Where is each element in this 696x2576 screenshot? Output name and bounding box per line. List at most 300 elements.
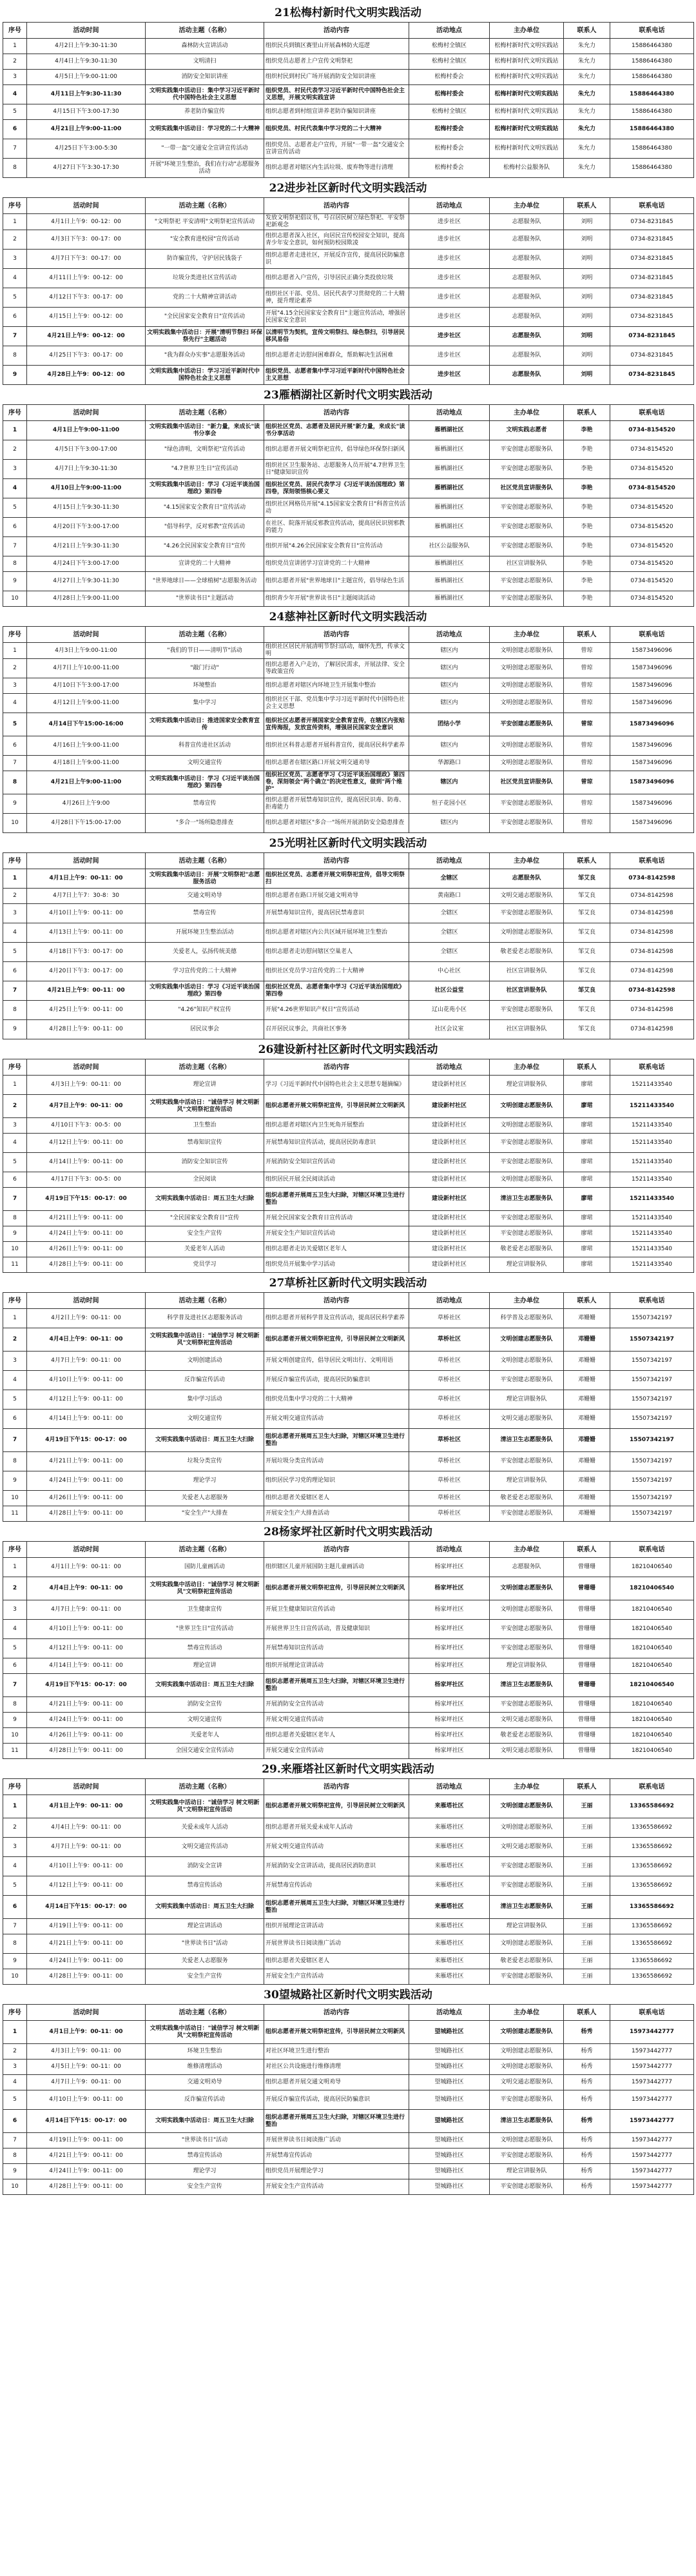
seq-cell: 1 (3, 39, 27, 54)
header-theme: 活动主题（名称） (146, 627, 264, 643)
theme-cell: "全民国家安全教育日"宣传活动 (146, 308, 264, 327)
theme-cell: 文明实践集中活动日：推进国家安全教育宣传 (146, 713, 264, 736)
time-cell: 4月19日下午15：00-17：00 (27, 1429, 146, 1452)
table-row (3, 2179, 694, 2195)
content-cell: 组织社区居民开展清明节祭扫活动，缅怀先烈，传承文明 (264, 643, 409, 659)
table-row (3, 214, 694, 230)
organizer-cell: 平安创建志愿服务队 (490, 1506, 564, 1522)
organizer-cell: 文明创建志愿服务队 (490, 923, 564, 943)
location-cell: 来雁塔社区 (409, 1876, 490, 1896)
section-25 (0, 833, 696, 1039)
content-cell: 开展安全生产宣传活动 (264, 1969, 409, 1985)
seq-cell: 11 (3, 1257, 27, 1273)
theme-cell: 消防安全知识宣传 (146, 1153, 264, 1172)
theme-cell: 反诈骗宣传活动 (146, 2090, 264, 2110)
contact-cell: 杨秀 (564, 2133, 610, 2148)
time-cell: 4月28日上午9：00-11：00 (27, 2179, 146, 2195)
location-cell: 进步社区 (409, 214, 490, 230)
contact-cell: 邓姗姗 (564, 1309, 610, 1328)
contact-cell: 曾珊珊 (564, 1744, 610, 1759)
theme-cell: 垃圾分类宣传 (146, 1452, 264, 1471)
content-cell: 组织社区科普志愿者开展科普宣传，提高居民科学素养 (264, 736, 409, 756)
location-cell: 来雁塔社区 (409, 1969, 490, 1985)
header-theme: 活动主题（名称） (146, 405, 264, 421)
organizer-cell: 清洁卫生志愿服务队 (490, 1674, 564, 1697)
phone-cell: 0734-8154520 (610, 572, 694, 591)
location-cell: 辽山花苑小区 (409, 1001, 490, 1020)
contact-cell: 朱允力 (564, 54, 610, 70)
content-cell: 组织志愿者走访慰问困难群众，帮助解决生活困难 (264, 346, 409, 366)
phone-cell: 15886464380 (610, 85, 694, 104)
phone-cell: 15973442777 (610, 2044, 694, 2060)
location-cell: 松梅村委会 (409, 85, 490, 104)
contact-cell: 刘明 (564, 250, 610, 269)
theme-cell: 开展环境卫生整治活动 (146, 923, 264, 943)
table-row (3, 1577, 694, 1600)
theme-cell: 禁毒宣传活动 (146, 2148, 264, 2164)
table-row (3, 794, 694, 814)
content-cell: 开展安全生产知识宣传活动 (264, 1226, 409, 1242)
activity-table (3, 2004, 694, 2195)
location-cell: 松梅村委会 (409, 70, 490, 85)
location-cell: 进步社区 (409, 288, 490, 308)
organizer-cell: 志愿服务队 (490, 346, 564, 366)
contact-cell: 曾珊珊 (564, 1674, 610, 1697)
content-cell: 组织青少年开展"世界读书日"主题阅读活动 (264, 591, 409, 607)
contact-cell: 李艳 (564, 498, 610, 518)
table-row (3, 1118, 694, 1134)
time-cell: 4月3日上午9：00-11：00 (27, 2044, 146, 2060)
contact-cell: 李艳 (564, 572, 610, 591)
location-cell: 望城路社区 (409, 2060, 490, 2075)
location-cell: 草桥社区 (409, 1309, 490, 1328)
organizer-cell: 志愿服务队 (490, 288, 564, 308)
phone-cell: 15973442777 (610, 2021, 694, 2044)
phone-cell: 15886464380 (610, 54, 694, 70)
content-cell: 对社区公共设施进行维修清理 (264, 2060, 409, 2075)
time-cell: 4月21日上午9：00-11：00 (27, 981, 146, 1001)
phone-cell: 15973442777 (610, 2110, 694, 2133)
theme-cell: 文明实践集中活动日：学习习近平新时代中国特色社会主义思想 (146, 366, 264, 385)
phone-cell: 0734-8154520 (610, 460, 694, 479)
theme-cell: 交通文明劝导 (146, 2075, 264, 2090)
table-row (3, 2021, 694, 2044)
content-cell: 组织社区卫生服务站、志愿服务人员开展"4.7世界卫生日"健康知识宣传 (264, 460, 409, 479)
contact-cell: 廖珺 (564, 1242, 610, 1257)
organizer-cell: 平安创建志愿服务队 (490, 2179, 564, 2195)
seq-cell: 7 (3, 1429, 27, 1452)
time-cell: 4月18日下午3：00-17：00 (27, 943, 146, 962)
location-cell: 松梅村全镇区 (409, 104, 490, 120)
location-cell: 进步社区 (409, 366, 490, 385)
contact-cell: 曾琼 (564, 694, 610, 713)
table-row (3, 814, 694, 833)
header-phone: 联系电话 (610, 1059, 694, 1076)
time-cell: 4月7日上午10:00-11:00 (27, 659, 146, 678)
seq-cell: 8 (3, 1697, 27, 1713)
activity-table (3, 1292, 694, 1522)
phone-cell: 15886464380 (610, 139, 694, 159)
theme-cell: 关爱老人志愿服务 (146, 1491, 264, 1506)
phone-cell: 15211433540 (610, 1188, 694, 1211)
location-cell: 社区公益服务队 (409, 537, 490, 556)
location-cell: 雁栖湖社区 (409, 421, 490, 440)
location-cell: 松梅村委会 (409, 139, 490, 159)
theme-cell: 文明交通宣传 (146, 1410, 264, 1429)
organizer-cell: 平安创建志愿服务队 (490, 814, 564, 833)
location-cell: 草桥社区 (409, 1452, 490, 1471)
location-cell: 雁栖湖社区 (409, 572, 490, 591)
table-row (3, 1639, 694, 1658)
phone-cell: 15973442777 (610, 2090, 694, 2110)
table-row (3, 943, 694, 962)
content-cell: 组织党员、志愿者集中学习习近平新时代中国特色社会主义思想 (264, 366, 409, 385)
organizer-cell: 文明实践志愿者 (490, 421, 564, 440)
phone-cell: 0734-8142598 (610, 943, 694, 962)
organizer-cell: 文明交通志愿服务队 (490, 1410, 564, 1429)
activity-table (3, 404, 694, 607)
phone-cell: 0734-8154520 (610, 591, 694, 607)
table-row (3, 1095, 694, 1118)
header-seq: 序号 (3, 627, 27, 643)
location-cell: 杨家坪社区 (409, 1558, 490, 1577)
table-row (3, 1309, 694, 1328)
content-cell: 开展禁毒知识宣传活动 (264, 1639, 409, 1658)
location-cell: 望城路社区 (409, 2090, 490, 2110)
location-cell: 来雁塔社区 (409, 1857, 490, 1876)
time-cell: 4月24日上午9：00-11：00 (27, 2164, 146, 2179)
contact-cell: 李艳 (564, 440, 610, 460)
header-contact: 联系人 (564, 198, 610, 214)
header-time: 活动时间 (27, 2005, 146, 2021)
time-cell: 4月28日上午9：00-11：00 (27, 1020, 146, 1039)
seq-cell: 5 (3, 498, 27, 518)
table-row (3, 556, 694, 572)
time-cell: 4月21日上午9:00-11:00 (27, 120, 146, 139)
seq-cell: 5 (3, 288, 27, 308)
time-cell: 4月1日上午9：00-11：00 (27, 1795, 146, 1818)
time-cell: 4月7日上午9：00-11：00 (27, 1095, 146, 1118)
section-title: 26建设新村社区新时代文明实践活动 (258, 1043, 438, 1056)
theme-cell: 文明实践集中活动日：学习党的二十大精神 (146, 120, 264, 139)
header-content: 活动内容 (264, 1293, 409, 1309)
phone-cell: 15507342197 (610, 1452, 694, 1471)
phone-cell: 15873496096 (610, 794, 694, 814)
contact-cell: 曾琼 (564, 756, 610, 771)
contact-cell: 杨秀 (564, 2044, 610, 2060)
content-cell: 组织村民到村民广场开展消防安全知识讲座 (264, 70, 409, 85)
theme-cell: 反诈骗宣传活动 (146, 1371, 264, 1390)
theme-cell: 文明实践集中活动日："诚信学习 树文明新风"文明祭祀宣传活动 (146, 1328, 264, 1352)
organizer-cell: 平安创建志愿服务队 (490, 1969, 564, 1985)
content-cell: 组织志愿者到村组宣讲养老防诈骗知识讲座 (264, 104, 409, 120)
organizer-cell: 理论宣讲服务队 (490, 1257, 564, 1273)
seq-cell: 9 (3, 366, 27, 385)
theme-cell: 居民议事会 (146, 1020, 264, 1039)
phone-cell: 0734-8154520 (610, 479, 694, 498)
theme-cell: 卫生整治 (146, 1118, 264, 1134)
time-cell: 4月25日上午9：00-11：00 (27, 1001, 146, 1020)
seq-cell: 9 (3, 794, 27, 814)
organizer-cell: 社区宣讲服务队 (490, 1020, 564, 1039)
organizer-cell: 理论宣讲服务队 (490, 1471, 564, 1491)
header-organizer: 主办单位 (490, 853, 564, 869)
theme-cell: 消防安全宣传 (146, 1697, 264, 1713)
content-cell: 组织志愿者关爱辖区老人 (264, 1491, 409, 1506)
seq-cell: 8 (3, 1452, 27, 1471)
location-cell: 辖区内 (409, 659, 490, 678)
table-row (3, 2148, 694, 2164)
organizer-cell: 清洁卫生志愿服务队 (490, 1188, 564, 1211)
phone-cell: 0734-8154520 (610, 498, 694, 518)
contact-cell: 朱允力 (564, 70, 610, 85)
seq-cell: 4 (3, 1857, 27, 1876)
header-content: 活动内容 (264, 23, 409, 39)
section-23 (0, 385, 696, 607)
section-title: 27草桥社区新时代文明实践活动 (269, 1277, 427, 1290)
contact-cell: 朱允力 (564, 159, 610, 178)
phone-cell: 0734-8142598 (610, 962, 694, 981)
content-cell: 组织志愿者开展周五卫生大扫除，对辖区环境卫生进行整治 (264, 2110, 409, 2133)
location-cell: 杨家坪社区 (409, 1728, 490, 1744)
location-cell: 杨家坪社区 (409, 1674, 490, 1697)
theme-cell: 防诈骗宣传，守护居民钱袋子 (146, 250, 264, 269)
table-row (3, 250, 694, 269)
theme-cell: 文明实践集中活动日：周五卫生大扫除 (146, 1188, 264, 1211)
theme-cell: 文明实践集中活动日：周五卫生大扫除 (146, 1429, 264, 1452)
content-cell: 组织志愿者开展科学普及宣传活动，提高居民科学素养 (264, 1309, 409, 1328)
table-row (3, 1226, 694, 1242)
seq-cell: 7 (3, 756, 27, 771)
location-cell: 社区会议室 (409, 1020, 490, 1039)
time-cell: 4月10日上午9：00-11：00 (27, 1620, 146, 1639)
theme-cell: 开展"环境卫生整治，我们在行动"志愿服务活动 (146, 159, 264, 178)
organizer-cell: 文明创建志愿服务队 (490, 1352, 564, 1371)
theme-cell: 理论宣讲 (146, 1658, 264, 1674)
time-cell: 4月1日上午9：00-11：00 (27, 1558, 146, 1577)
section-21 (0, 3, 696, 178)
table-header-row (3, 1059, 694, 1076)
organizer-cell: 文明创建志愿服务队 (490, 678, 564, 694)
seq-cell: 10 (3, 814, 27, 833)
seq-cell: 7 (3, 981, 27, 1001)
theme-cell: 安全生产宣传 (146, 1969, 264, 1985)
theme-cell: "全民国家安全教育日"宣传 (146, 1211, 264, 1226)
header-contact: 联系人 (564, 1293, 610, 1309)
time-cell: 4月2日上午9:30-11:30 (27, 39, 146, 54)
seq-cell: 9 (3, 1020, 27, 1039)
location-cell: 恒子花园小区 (409, 794, 490, 814)
time-cell: 4月12日下午3：00-17：00 (27, 288, 146, 308)
location-cell: 草桥社区 (409, 1471, 490, 1491)
table-row (3, 1857, 694, 1876)
phone-cell: 0734-8231845 (610, 288, 694, 308)
contact-cell: 廖珺 (564, 1134, 610, 1153)
seq-cell: 8 (3, 771, 27, 794)
table-header-row (3, 405, 694, 421)
time-cell: 4月5日上午9：00-11：00 (27, 2060, 146, 2075)
time-cell: 4月14日下午15：00-17：00 (27, 1896, 146, 1919)
phone-cell: 13365586692 (610, 1919, 694, 1934)
phone-cell: 13365586692 (610, 1838, 694, 1857)
header-organizer: 主办单位 (490, 2005, 564, 2021)
theme-cell: 科普宣传进社区活动 (146, 736, 264, 756)
phone-cell: 15211433540 (610, 1095, 694, 1118)
time-cell: 4月28日上午9：00-11：00 (27, 1744, 146, 1759)
contact-cell: 曾琼 (564, 659, 610, 678)
organizer-cell: 文明创建志愿服务队 (490, 1118, 564, 1134)
content-cell: 组织志愿者入户宣传，引导居民正确分类投放垃圾 (264, 269, 409, 288)
table-row (3, 104, 694, 120)
seq-cell: 5 (3, 1639, 27, 1658)
time-cell: 4月21日上午9:30-11:30 (27, 537, 146, 556)
time-cell: 4月3日下午3：00-17：00 (27, 230, 146, 250)
location-cell: 来雁塔社区 (409, 1838, 490, 1857)
content-cell: 组织志愿者开展文明祭祀宣传，引导居民树立文明新风 (264, 1577, 409, 1600)
location-cell: 华源路口 (409, 756, 490, 771)
organizer-cell: 平安创建志愿服务队 (490, 1697, 564, 1713)
phone-cell: 0734-8154520 (610, 556, 694, 572)
time-cell: 4月24日上午9：00-11：00 (27, 1226, 146, 1242)
organizer-cell: 平安创建志愿服务队 (490, 794, 564, 814)
section-title: 30望城路社区新时代文明实践活动 (264, 1989, 432, 2001)
table-row (3, 479, 694, 498)
time-cell: 4月10日上午9：00-11：00 (27, 1857, 146, 1876)
content-cell: 组织志愿者开展"世界地球日"主题宣传，倡导绿色生活 (264, 572, 409, 591)
seq-cell: 2 (3, 1095, 27, 1118)
seq-cell: 1 (3, 214, 27, 230)
contact-cell: 杨秀 (564, 2021, 610, 2044)
header-location: 活动地点 (409, 405, 490, 421)
organizer-cell: 理论宣讲服务队 (490, 2164, 564, 2179)
contact-cell: 王丽 (564, 1795, 610, 1818)
time-cell: 4月21日上午9：00-12：00 (27, 327, 146, 346)
header-organizer: 主办单位 (490, 1779, 564, 1795)
contact-cell: 廖珺 (564, 1095, 610, 1118)
content-cell: 开展禁毒知识宣传活动，提高居民防毒意识 (264, 1134, 409, 1153)
time-cell: 4月4日上午9：00-11：00 (27, 1577, 146, 1600)
seq-cell: 7 (3, 1188, 27, 1211)
phone-cell: 0734-8142598 (610, 889, 694, 904)
time-cell: 4月21日上午9：00-11：00 (27, 1697, 146, 1713)
time-cell: 4月2日上午9：00-11：00 (27, 1309, 146, 1328)
header-theme: 活动主题（名称） (146, 1059, 264, 1076)
time-cell: 4月10日下午3:00-17:00 (27, 678, 146, 694)
organizer-cell: 平安创建志愿服务队 (490, 1452, 564, 1471)
header-seq: 序号 (3, 405, 27, 421)
table-row (3, 159, 694, 178)
seq-cell: 7 (3, 1674, 27, 1697)
time-cell: 4月4日上午9：00-11：00 (27, 1328, 146, 1352)
location-cell: 草桥社区 (409, 1429, 490, 1452)
organizer-cell: 松梅村公益服务队 (490, 159, 564, 178)
table-row (3, 1410, 694, 1429)
header-organizer: 主办单位 (490, 198, 564, 214)
seq-cell: 9 (3, 1713, 27, 1728)
time-cell: 4月10日上午9：00-11：00 (27, 2090, 146, 2110)
seq-cell: 10 (3, 1242, 27, 1257)
time-cell: 4月26日上午9:00 (27, 794, 146, 814)
header-theme: 活动主题（名称） (146, 1542, 264, 1558)
time-cell: 4月21日上午9：00-11：00 (27, 1211, 146, 1226)
table-header-row (3, 1542, 694, 1558)
contact-cell: 邓姗姗 (564, 1506, 610, 1522)
theme-cell: 安全生产宣传 (146, 2179, 264, 2195)
organizer-cell: 平安创建志愿服务队 (490, 1371, 564, 1390)
header-time: 活动时间 (27, 198, 146, 214)
table-row (3, 366, 694, 385)
theme-cell: 文明实践集中活动日：周五卫生大扫除 (146, 1896, 264, 1919)
organizer-cell: 文明创建志愿服务队 (490, 694, 564, 713)
seq-cell: 5 (3, 104, 27, 120)
time-cell: 4月1日上午9：00-11：00 (27, 2021, 146, 2044)
time-cell: 4月1日上午9：00-11：00 (27, 869, 146, 889)
phone-cell: 15873496096 (610, 659, 694, 678)
phone-cell: 15886464380 (610, 120, 694, 139)
organizer-cell: 志愿服务队 (490, 230, 564, 250)
phone-cell: 13365586692 (610, 1934, 694, 1954)
content-cell: 组织开展理论宣讲活动 (264, 1919, 409, 1934)
phone-cell: 0734-8231845 (610, 308, 694, 327)
content-cell: 开展文明交通宣传活动 (264, 1838, 409, 1857)
contact-cell: 曾琼 (564, 736, 610, 756)
content-cell: 对社区环境卫生进行整治 (264, 2044, 409, 2060)
content-cell: 发放文明祭祀倡议书，号召居民树立绿色祭祀、平安祭祀新观念 (264, 214, 409, 230)
seq-cell: 2 (3, 54, 27, 70)
theme-cell: "世界地球日——全球植树"志愿服务活动 (146, 572, 264, 591)
table-row (3, 1257, 694, 1273)
phone-cell: 15873496096 (610, 713, 694, 736)
header-organizer: 主办单位 (490, 1542, 564, 1558)
time-cell: 4月26日上午9：00-11：00 (27, 1728, 146, 1744)
content-cell: 开展"4.26世界知识产权日"宣传活动 (264, 1001, 409, 1020)
contact-cell: 王丽 (564, 1934, 610, 1954)
theme-cell: 禁毒知识宣传 (146, 1134, 264, 1153)
theme-cell: 文明实践集中活动日：开展"清明节祭扫 环保祭先行"主题活动 (146, 327, 264, 346)
table-row (3, 327, 694, 346)
theme-cell: 交通文明劝导 (146, 889, 264, 904)
content-cell: 组织居民开展全民阅读活动 (264, 1172, 409, 1188)
location-cell: 建设新村社区 (409, 1226, 490, 1242)
organizer-cell: 文明创建志愿服务队 (490, 1172, 564, 1188)
organizer-cell: 理论宣讲服务队 (490, 1076, 564, 1095)
time-cell: 4月10日上午9:00-11:00 (27, 479, 146, 498)
theme-cell: 关爱老人，弘扬传统美德 (146, 943, 264, 962)
content-cell: 组织辖区儿童开展国防主题儿童画活动 (264, 1558, 409, 1577)
time-cell: 4月14日下午15：00-17：00 (27, 2110, 146, 2133)
theme-cell: 文明实践集中活动日：开展"文明祭祀"志愿服务活动 (146, 869, 264, 889)
time-cell: 4月24日上午9：00-11：00 (27, 1713, 146, 1728)
section-30 (0, 1985, 696, 2195)
phone-cell: 13365586692 (610, 1795, 694, 1818)
content-cell: 在社区、院落开展反邪教宣传活动，提高居民识别邪教的能力 (264, 518, 409, 537)
location-cell: 雁栖湖社区 (409, 591, 490, 607)
organizer-cell: 文明创建志愿服务队 (490, 1600, 564, 1620)
location-cell: 望城路社区 (409, 2179, 490, 2195)
time-cell: 4月28日上午9：00-11：00 (27, 1506, 146, 1522)
organizer-cell: 平安创建志愿服务队 (490, 1876, 564, 1896)
location-cell: 进步社区 (409, 346, 490, 366)
content-cell: 组织志愿者开展文明祭祀宣传，引导居民树立文明新风 (264, 1328, 409, 1352)
contact-cell: 曾珊珊 (564, 1620, 610, 1639)
content-cell: 组织党员志愿者上户宣传文明祭祀 (264, 54, 409, 70)
seq-cell: 6 (3, 308, 27, 327)
location-cell: 松梅村全镇区 (409, 39, 490, 54)
location-cell: 全辖区 (409, 923, 490, 943)
location-cell: 来雁塔社区 (409, 1795, 490, 1818)
seq-cell: 3 (3, 1838, 27, 1857)
seq-cell: 8 (3, 159, 27, 178)
